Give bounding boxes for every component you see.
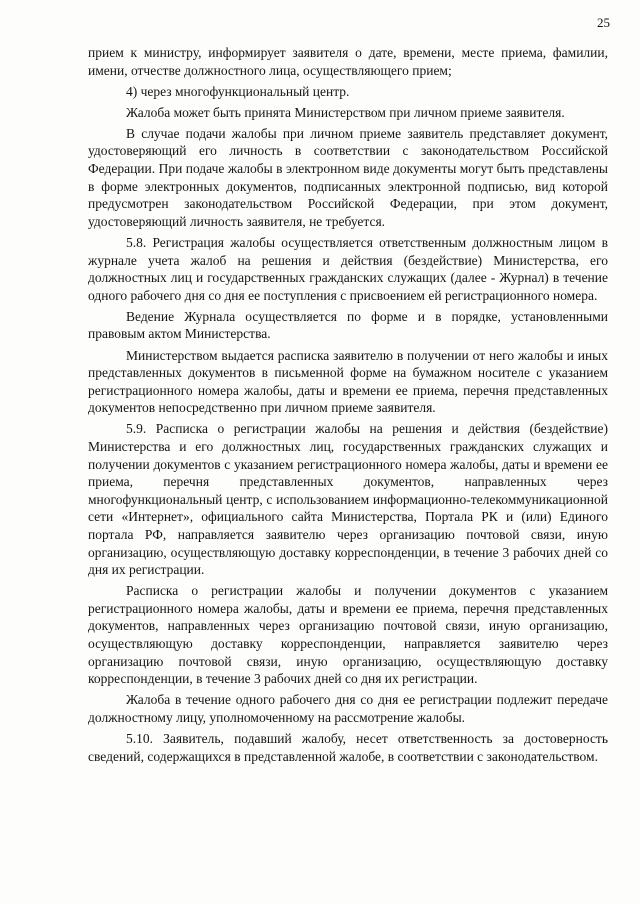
paragraph-identity-document: В случае подачи жалобы при личном приеме заявитель представляет документ, удостоверяющий его личность в соответствии с законодательством Российской Федерации. При подаче жалобы в электронном виде документы могут быть представлены в форме электронных документов, подписанных электронной подписью, вид которой предусмотрен законодательством Российской Федерации, при этом документ, удостоверяющий личность заявителя, не требуется.: [88, 125, 608, 229]
paragraph-transfer-to-official: Жалоба в течение одного рабочего дня со дня ее регистрации подлежит передаче должностному лицу, уполномоченному на рассмотрение жалобы.: [88, 692, 608, 725]
paragraph-receipt-issued: Министерством выдается расписка заявителю в получении от него жалобы и иных представленных документов в письменной форме на бумажном носителе с указанием регистрационного номера жалобы, даты и времени ее приема, перечня представленных документов непосредственно при личном приеме заявителя.: [88, 347, 608, 416]
paragraph-section-5-9: 5.9. Расписка о регистрации жалобы на решения и действия (бездействие) Министерства и его должностных лиц, государственных гражданских служащих и получении документов с указанием регистрационного номера жалобы, даты и времени ее приема, перечня представленных документов, направленных через многофункциональный центр, с использованием информационно-телекоммуникационной сети «Интернет», официального сайта Министерства, Портала РК и (или) Единого портала РФ, направляется заявителю через организацию почтовой связи, иную организацию, осуществляющую доставку корреспонденции, в течение 3 рабочих дней со дня их регистрации.: [88, 421, 608, 578]
paragraph-personal-reception: Жалоба может быть принята Министерством при личном приеме заявителя.: [126, 104, 565, 120]
document-body: [88, 44, 608, 769]
paragraph-mfc-item: 4) через многофункциональный центр.: [126, 83, 350, 99]
paragraph-section-5-8: 5.8. Регистрация жалобы осуществляется ответственным должностным лицом в журнале учета жалоб на решения и действия (бездействие) Министерства, его должностных лиц и государственных гражданских служащих (далее - Журнал) в течение одного рабочего дня со дня ее поступления с присвоением ей регистрационного номера.: [88, 234, 608, 303]
paragraph-section-5-10: 5.10. Заявитель, подавший жалобу, несет ответственность за достоверность сведений, содержащихся в представленной жалобе, в соответствии с законодательством.: [88, 730, 608, 764]
paragraph-journal-maintenance: Ведение Журнала осуществляется по форме и в порядке, установленными правовым актом Министерства.: [88, 308, 608, 342]
paragraph-postal-receipt: Расписка о регистрации жалобы и получении документов с указанием регистрационного номера жалобы, даты и времени ее приема, перечня представленных документов, направленных через организацию почтовой связи, иную организацию, осуществляющую доставку корреспонденции, направляется заявителю через организацию почтовой связи, иную организацию, осуществляющую доставку корреспонденции, в течение 3 рабочих дней со дня их регистрации.: [88, 583, 608, 687]
page-number: 25: [597, 15, 610, 30]
paragraph-continuation: прием к министру, информирует заявителя о дате, времени, месте приема, фамилии, имени, отчестве должностного лица, осуществляющего прием;: [88, 45, 608, 78]
